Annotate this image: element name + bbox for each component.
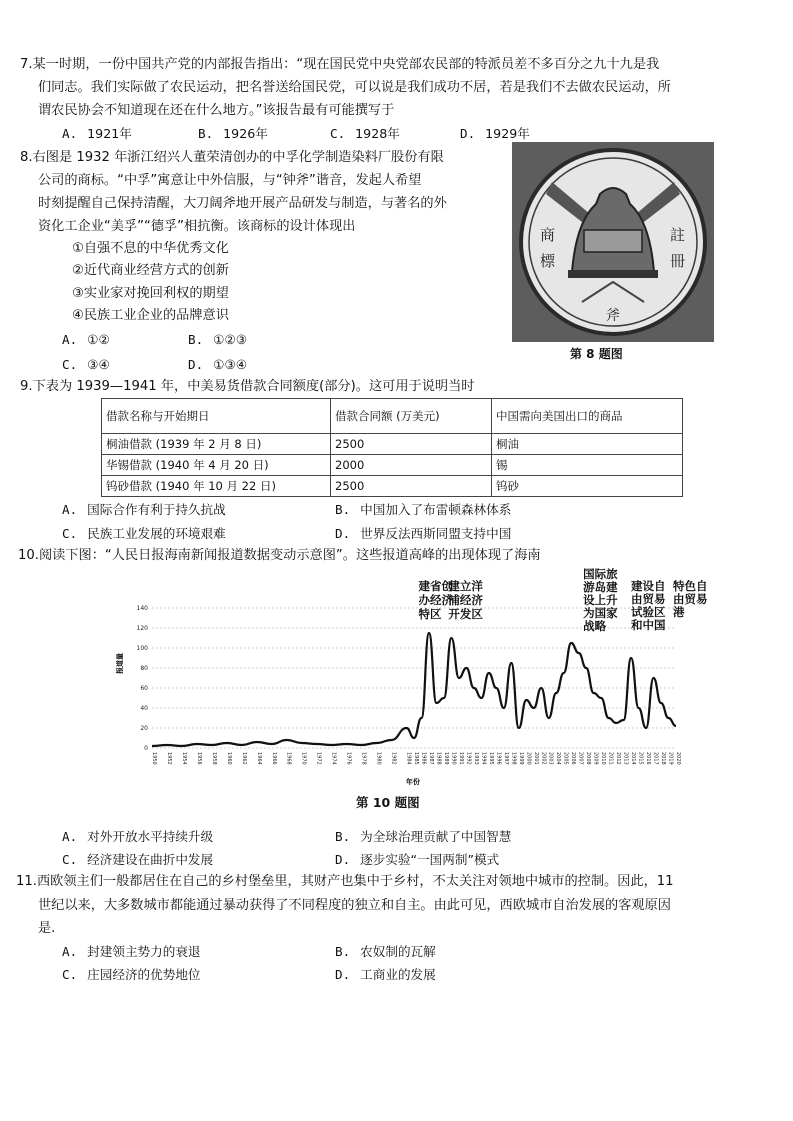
chart-annotation: 为国家 bbox=[583, 606, 618, 620]
chart-annotation: 设上升 bbox=[583, 593, 618, 607]
chart-annotation: 特色自 bbox=[673, 579, 708, 593]
chart-annotation: 试验区 bbox=[631, 605, 666, 619]
x-tick-label: 1960 bbox=[225, 752, 232, 765]
x-tick-label: 1974 bbox=[330, 752, 337, 765]
q8-line-4: 资化工企业“美孚”“德孚”相抗衡。该商标的设计体现出 bbox=[38, 219, 356, 234]
x-tick-label: 1992 bbox=[465, 752, 472, 765]
x-tick-label: 1986 bbox=[420, 752, 427, 765]
x-tick-label: 2019 bbox=[667, 752, 674, 765]
x-tick-label: 2015 bbox=[637, 752, 644, 765]
seal-left-char-2: 標 bbox=[540, 252, 556, 270]
x-tick-label: 1954 bbox=[180, 752, 187, 765]
x-tick-label: 2007 bbox=[577, 752, 584, 765]
table-cell: 2500 bbox=[331, 476, 492, 497]
chart-annotation: 游岛建 bbox=[583, 580, 618, 594]
q11-line-1: 11.西欧领主们一般都居住在自己的乡村堡垒里，其财产也集中于乡村，不太关注对领地中城市的控制。因此，11 bbox=[16, 874, 674, 889]
x-tick-label: 2000 bbox=[525, 752, 532, 765]
table-header: 借款合同额 (万美元) bbox=[331, 399, 492, 434]
chart-annotation: 由贸易 bbox=[673, 592, 708, 606]
table-cell: 锡 bbox=[492, 455, 683, 476]
x-tick-label: 1952 bbox=[165, 752, 172, 765]
table-row bbox=[102, 434, 683, 455]
x-tick-label: 1956 bbox=[195, 752, 202, 765]
x-tick-label: 1970 bbox=[300, 752, 307, 765]
y-tick-label: 0 bbox=[144, 745, 148, 752]
x-axis-ticks bbox=[151, 752, 681, 765]
x-tick-label: 2008 bbox=[585, 752, 592, 765]
x-tick-label: 2006 bbox=[570, 752, 577, 765]
q10-option-b[interactable]: B. 为全球治理贡献了中国智慧 bbox=[335, 829, 512, 844]
x-tick-label: 1997 bbox=[502, 752, 509, 765]
q8-line-1: 8.右图是 1932 年浙江绍兴人董荣清创办的中孚化学制造染料厂股份有限 bbox=[20, 150, 444, 165]
q9-option-c[interactable]: C. 民族工业发展的环境艰难 bbox=[62, 526, 226, 541]
x-tick-label: 2001 bbox=[532, 752, 539, 765]
x-tick-label: 1994 bbox=[480, 752, 487, 765]
q9-stem: 9.下表为 1939—1941 年，中美易货借款合同额度(部分)。这可用于说明当时 bbox=[20, 379, 475, 394]
x-tick-label: 2016 bbox=[645, 752, 652, 765]
seal-bottom-char: 斧 bbox=[606, 308, 620, 324]
q10-option-d[interactable]: D. 逐步实验“一国两制”模式 bbox=[335, 852, 500, 867]
x-tick-label: 1985 bbox=[413, 752, 419, 765]
x-tick-label: 2005 bbox=[562, 752, 569, 765]
q8-item-3: ③实业家对挽回利权的期望 bbox=[72, 286, 229, 301]
x-tick-label: 1950 bbox=[151, 752, 157, 765]
x-tick-label: 2004 bbox=[555, 752, 562, 765]
q10-stem: 10.阅读下图：“人民日报海南新闻报道数据变动示意图”。这些报道高峰的出现体现了海南 bbox=[18, 548, 541, 563]
q7-option-a[interactable]: A. 1921年 bbox=[62, 126, 132, 141]
table-header-row bbox=[102, 399, 683, 434]
q11-option-a[interactable]: A. 封建领主势力的衰退 bbox=[62, 944, 201, 959]
trademark-image bbox=[512, 142, 714, 342]
q8-option-a[interactable]: A. ①② bbox=[62, 332, 110, 347]
chart-annotation: 建设自 bbox=[631, 579, 666, 593]
chart-annotations bbox=[418, 567, 707, 633]
q7-line-3: 谓农民协会不知道现在还在什么地方。”该报告最有可能撰写于 bbox=[38, 103, 395, 118]
x-tick-label: 2011 bbox=[607, 752, 614, 765]
y-tick-label: 80 bbox=[140, 665, 148, 672]
chart-annotation: 办经济 bbox=[418, 593, 453, 607]
x-tick-label: 1968 bbox=[285, 752, 292, 765]
chart-annotation: 建立洋 bbox=[448, 579, 483, 593]
table-cell: 钨砂借款 (1940 年 10 月 22 日) bbox=[102, 476, 331, 497]
x-tick-label: 1980 bbox=[375, 752, 382, 765]
x-tick-label: 2010 bbox=[600, 752, 607, 765]
x-tick-label: 2014 bbox=[630, 752, 637, 765]
q7-option-c[interactable]: C. 1928年 bbox=[330, 126, 400, 141]
chart-annotation: 建省创 bbox=[418, 579, 453, 593]
chart-annotation: 开发区 bbox=[448, 607, 483, 621]
x-tick-label: 1972 bbox=[315, 752, 322, 765]
q8-option-d[interactable]: D. ①③④ bbox=[188, 357, 248, 372]
x-tick-label: 2003 bbox=[547, 752, 554, 765]
x-tick-label: 2020 bbox=[675, 752, 681, 765]
table-cell: 桐油 bbox=[492, 434, 683, 455]
x-tick-label: 2013 bbox=[622, 752, 629, 765]
q7-option-d[interactable]: D. 1929年 bbox=[460, 126, 530, 141]
x-tick-label: 1998 bbox=[510, 752, 517, 765]
y-tick-label: 140 bbox=[136, 605, 148, 612]
trademark-seal-graphic bbox=[512, 142, 714, 342]
q7-line-2: 们同志。我们实际做了农民运动，把名誉送给国民党，可以说是我们成功不居，若是我们不去做农民运动，所 bbox=[38, 80, 671, 95]
q9-option-b[interactable]: B. 中国加入了布雷顿森林体系 bbox=[335, 502, 512, 517]
chart-annotation: 和中国 bbox=[631, 618, 666, 632]
x-tick-label: 1996 bbox=[495, 752, 502, 765]
q10-figure-caption: 第 10 题图 bbox=[356, 795, 420, 810]
y-tick-label: 120 bbox=[136, 625, 148, 632]
y-tick-label: 60 bbox=[140, 685, 148, 692]
y-tick-label: 20 bbox=[140, 725, 148, 732]
q8-item-1: ①自强不息的中华优秀文化 bbox=[72, 241, 229, 256]
y-axis-ticks bbox=[137, 605, 149, 752]
chart-annotation: 由贸易 bbox=[631, 592, 666, 606]
x-tick-label: 1991 bbox=[457, 752, 464, 765]
loan-table bbox=[101, 398, 683, 497]
x-tick-label: 1988 bbox=[435, 752, 442, 765]
table-row bbox=[102, 455, 683, 476]
chart-annotation: 战略 bbox=[583, 619, 607, 633]
x-tick-label: 1990 bbox=[450, 752, 457, 765]
q7-line-1: 7.某一时期，一份中国共产党的内部报告指出：“现在国民党中央党部农民部的特派员差不多百分之九十九是我 bbox=[20, 57, 660, 72]
x-tick-label: 1976 bbox=[345, 752, 352, 765]
table-cell: 华锡借款 (1940 年 4 月 20 日) bbox=[102, 455, 331, 476]
x-tick-label: 1958 bbox=[210, 752, 217, 765]
x-tick-label: 2017 bbox=[652, 752, 659, 765]
y-tick-label: 40 bbox=[140, 705, 148, 712]
x-tick-label: 1982 bbox=[390, 752, 397, 765]
x-tick-label: 1978 bbox=[360, 752, 367, 765]
x-tick-label: 1993 bbox=[472, 752, 479, 765]
x-tick-label: 1964 bbox=[255, 752, 262, 765]
x-axis-label: 年份 bbox=[406, 778, 420, 786]
x-tick-label: 1966 bbox=[270, 752, 277, 765]
table-row bbox=[102, 476, 683, 497]
x-tick-label: 2002 bbox=[540, 752, 547, 765]
table-header: 借款名称与开始期日 bbox=[102, 399, 331, 434]
table-cell: 2000 bbox=[331, 455, 492, 476]
y-tick-label: 100 bbox=[136, 645, 148, 652]
q8-figure-caption: 第 8 题图 bbox=[570, 347, 623, 361]
x-tick-label: 2012 bbox=[615, 752, 622, 765]
seal-left-char-1: 商 bbox=[540, 226, 556, 244]
x-tick-label: 1962 bbox=[240, 752, 247, 765]
x-tick-label: 2009 bbox=[592, 752, 599, 765]
q8-option-c[interactable]: C. ③④ bbox=[62, 357, 110, 372]
q8-item-2: ②近代商业经营方式的创新 bbox=[72, 263, 229, 278]
x-tick-label: 1999 bbox=[517, 752, 524, 765]
q11-option-b[interactable]: B. 农奴制的瓦解 bbox=[335, 944, 436, 959]
q11-option-d[interactable]: D. 工商业的发展 bbox=[335, 967, 436, 982]
q8-option-b[interactable]: B. ①②③ bbox=[188, 332, 248, 347]
table-cell: 2500 bbox=[331, 434, 492, 455]
q7-option-b[interactable]: B. 1926年 bbox=[198, 126, 268, 141]
q11-line-2: 世纪以来，大多数城市都能通过暴动获得了不同程度的独立和自主。由此可见，西欧城市自治发展的客观原因 bbox=[38, 898, 671, 913]
q9-option-a[interactable]: A. 国际合作有利于持久抗战 bbox=[62, 502, 226, 517]
table-cell: 桐油借款 (1939 年 2 月 8 日) bbox=[102, 434, 331, 455]
chart-annotation: 浦经济 bbox=[448, 593, 483, 607]
q10-option-c[interactable]: C. 经济建设在曲折中发展 bbox=[62, 852, 214, 867]
seal-right-char-1: 註 bbox=[670, 226, 686, 244]
x-tick-label: 1995 bbox=[487, 752, 494, 765]
table-cell: 钨砂 bbox=[492, 476, 683, 497]
q10-option-a[interactable]: A. 对外开放水平持续升级 bbox=[62, 829, 214, 844]
chart-annotation: 国际旅 bbox=[583, 567, 618, 581]
x-tick-label: 1989 bbox=[442, 752, 449, 765]
q11-option-c[interactable]: C. 庄园经济的优势地位 bbox=[62, 967, 201, 982]
q8-line-3: 时刻提醒自己保持清醒，大刀阔斧地开展产品研发与制造，与著名的外 bbox=[38, 196, 447, 211]
table-header: 中国需向美国出口的商品 bbox=[492, 399, 683, 434]
hainan-news-chart bbox=[116, 567, 708, 790]
q8-item-4: ④民族工业企业的品牌意识 bbox=[72, 308, 229, 323]
seal-right-char-2: 冊 bbox=[670, 252, 686, 270]
x-tick-label: 1984 bbox=[405, 752, 412, 765]
chart-annotation: 港 bbox=[673, 605, 685, 619]
q8-line-2: 公司的商标。“中孚”寓意让中外信服，与“钟斧”谐音，发起人希望 bbox=[38, 173, 422, 188]
q11-line-3: 是. bbox=[38, 921, 56, 936]
x-tick-label: 2018 bbox=[660, 752, 667, 765]
y-axis-label: 报道量 bbox=[116, 653, 124, 674]
series-line bbox=[152, 633, 676, 746]
q9-option-d[interactable]: D. 世界反法西斯同盟支持中国 bbox=[335, 526, 512, 541]
chart-annotation: 特区 bbox=[418, 607, 442, 621]
x-tick-label: 1987 bbox=[427, 752, 434, 765]
